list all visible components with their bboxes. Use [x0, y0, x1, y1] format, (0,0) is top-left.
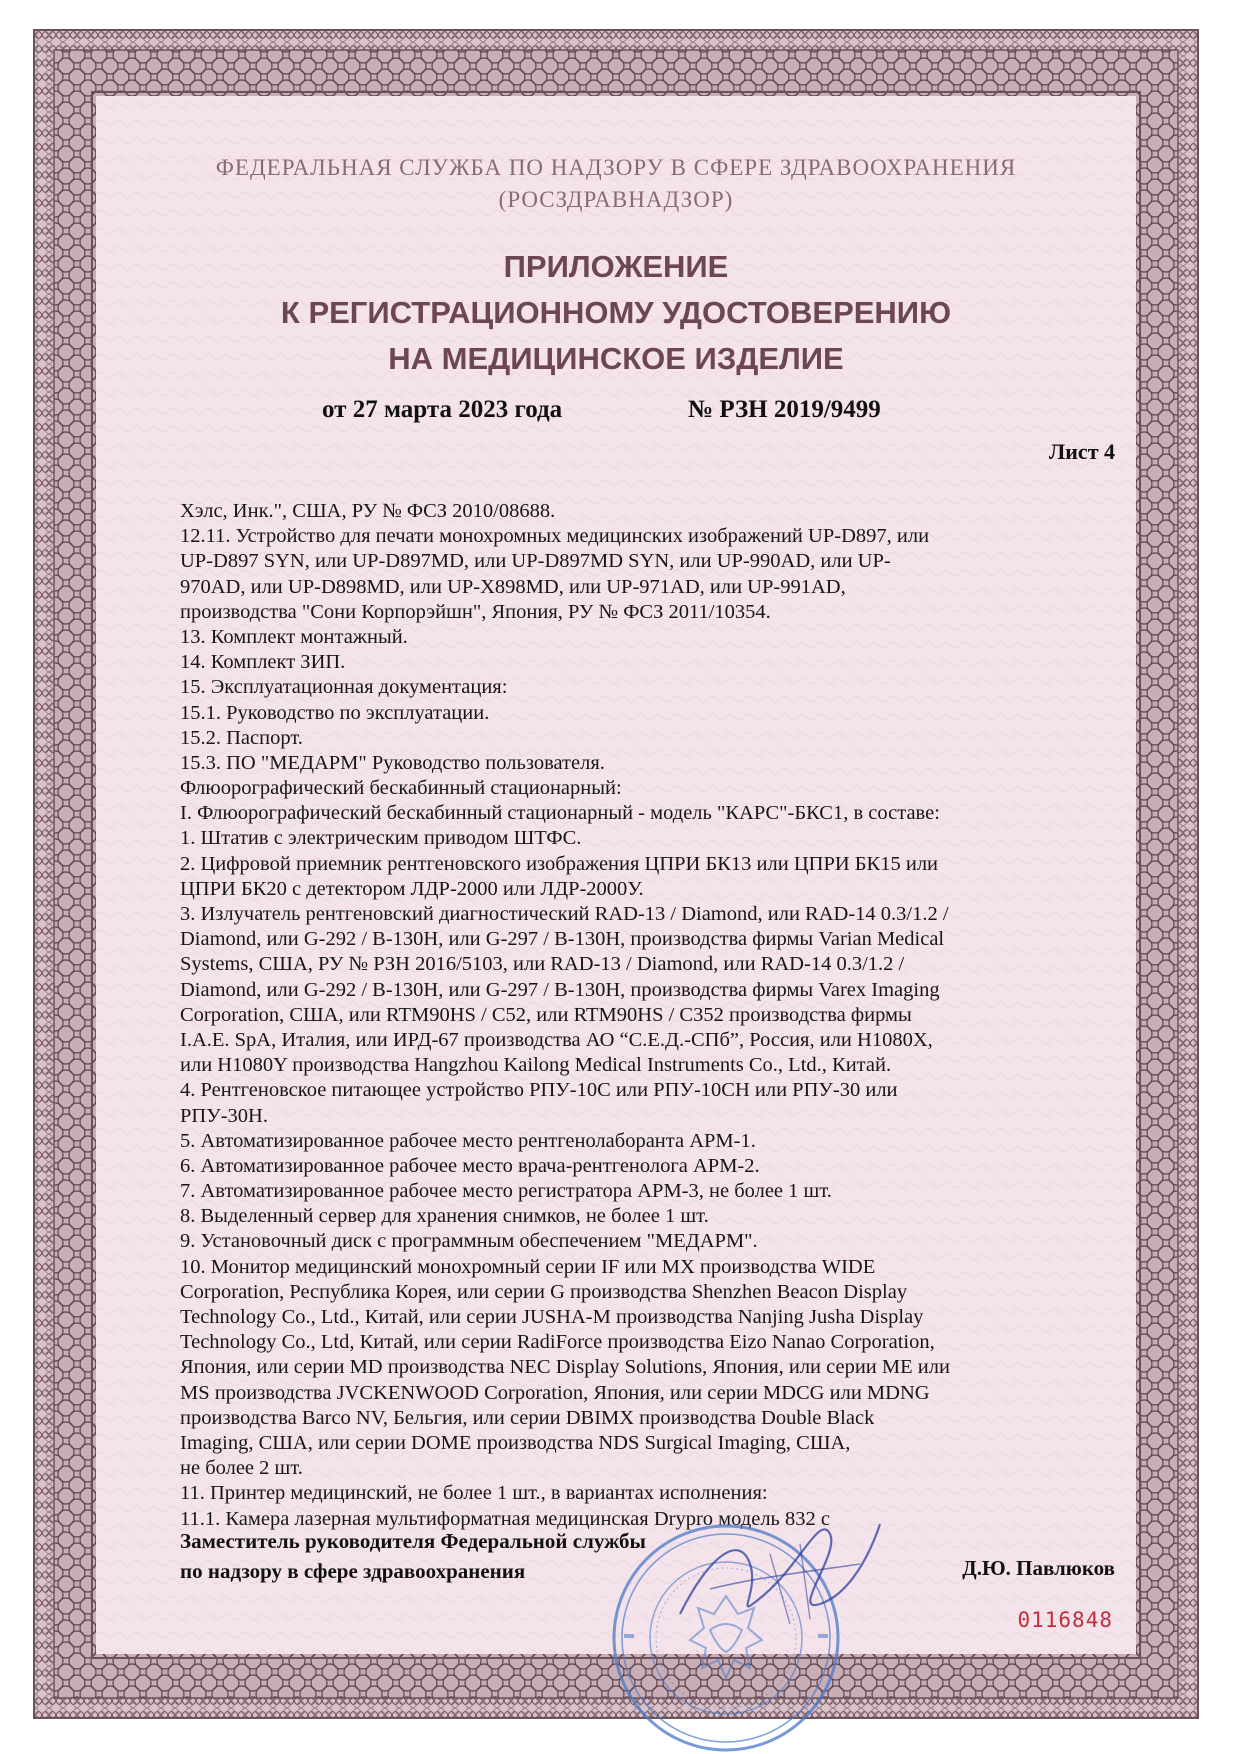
body-line: 970AD, или UP-D898MD, или UP-X898MD, или UP-971AD, или UP-991AD,	[180, 575, 846, 598]
body-line: UP-D897 SYN, или UP-D897MD, или UP-D897MD SYN, или UP-990AD, или UP-	[180, 550, 891, 573]
body-line: или H1080Y производства Hangzhou Kailong Medical Instruments Co., Ltd., Китай.	[180, 1054, 892, 1077]
body-line: 8. Выделенный сервер для хранения снимков, не более 1 шт.	[180, 1205, 709, 1228]
document-body	[180, 499, 1120, 1532]
sheet-number: Лист 4	[1048, 439, 1115, 464]
serial-number: 0116848	[1017, 1608, 1113, 1632]
body-line: MS производства JVCKENWOOD Corporation, Япония, или серии MDCG или MDNG	[180, 1381, 930, 1404]
body-line: Хэлс, Инк.", США, РУ № ФСЗ 2010/08688.	[180, 500, 556, 522]
body-line: ЦПРИ БК20 с детектором ЛДР-2000 или ЛДР-2000У.	[180, 877, 644, 900]
body-line: 11. Принтер медицинский, не более 1 шт., в вариантах исполнения:	[180, 1482, 768, 1505]
body-line: 15.1. Руководство по эксплуатации.	[180, 701, 490, 724]
body-line: 14. Комплект ЗИП.	[180, 651, 346, 674]
body-line: 3. Излучатель рентгеновский диагностический RAD-13 / Diamond, или RAD-14 0.3/1.2 /	[180, 903, 949, 925]
body-line: 6. Автоматизированное рабочее место врача-рентгенолога АРМ-2.	[180, 1154, 760, 1177]
signer-name: Д.Ю. Павлюков	[962, 1556, 1115, 1580]
registration-number: № РЗН 2019/9499	[688, 396, 881, 423]
body-line: РПУ-30Н.	[180, 1104, 268, 1127]
signatory-line-2: по надзору в сфере здравоохранения	[180, 1559, 526, 1583]
body-line: не более 2 шт.	[180, 1457, 303, 1480]
body-line: 15. Эксплуатационная документация:	[180, 676, 508, 699]
document-title	[96, 244, 1136, 382]
body-line: 9. Установочный диск с программным обеспечением "МЕДАРМ".	[180, 1230, 758, 1253]
body-line: 2. Цифровой приемник рентгеновского изображения ЦПРИ БК13 или ЦПРИ БК15 или	[180, 852, 939, 875]
body-line: I.A.E. SpA, Италия, или ИРД-67 производства АО “С.Е.Д.-СПб”, Россия, или H1080X,	[180, 1028, 933, 1051]
body-line: 11.1. Камера лазерная мультиформатная медицинская Drypro модель 832 с	[180, 1507, 831, 1530]
body-line: производства Barco NV, Бельгия, или серии DBIMX производства Double Black	[180, 1406, 875, 1429]
agency-line-2: (РОСЗДРАВНАДЗОР)	[498, 187, 734, 212]
agency-name	[96, 152, 1136, 216]
body-line: 1. Штатив с электрическим приводом ШТФС.	[180, 827, 582, 850]
body-line: Флюорографический бескабинный стационарный:	[180, 777, 622, 800]
body-line: 12.11. Устройство для печати монохромных медицинских изображений UP-D897, или	[180, 525, 930, 548]
body-line: 15.3. ПО "МЕДАРМ" Руководство пользователя.	[180, 751, 605, 774]
body-line: 5. Автоматизированное рабочее место рентгенолаборанта АРМ-1.	[180, 1129, 756, 1152]
body-line: 13. Комплект монтажный.	[180, 625, 408, 648]
body-line: Diamond, или G-292 / B-130H, или G-297 / B-130H, производства фирмы Varex Imaging	[180, 978, 940, 1001]
signatory-line-1: Заместитель руководителя Федеральной службы	[180, 1529, 646, 1553]
body-line: 7. Автоматизированное рабочее место регистратора АРМ-3, не более 1 шт.	[180, 1180, 832, 1203]
body-line: 4. Рентгеновское питающее устройство РПУ-10С или РПУ-10СН или РПУ-30 или	[180, 1079, 898, 1102]
body-line: Systems, США, РУ № РЗН 2016/5103, или RAD-13 / Diamond, или RAD-14 0.3/1.2 /	[180, 953, 905, 976]
body-line: Corporation, Республика Корея, или серии G производства Shenzhen Beacon Display	[180, 1280, 908, 1303]
body-line: Diamond, или G-292 / B-130H, или G-297 / B-130H, производства фирмы Varian Medical	[180, 928, 945, 951]
body-line: Technology Co., Ltd, Китай, или серии RadiForce производства Eizo Nanao Corporation,	[180, 1331, 935, 1354]
issue-date: от 27 марта 2023 года	[322, 396, 563, 423]
body-line: Corporation, США, или RTM90HS / C52, или RTM90HS / C352 производства фирмы	[180, 1003, 912, 1026]
body-line: Imaging, США, или серии DOME производства NDS Surgical Imaging, США,	[180, 1431, 851, 1454]
body-line: I. Флюорографический бескабинный стационарный - модель "КАРС"-БКС1, в составе:	[180, 802, 940, 825]
body-line: Technology Co., Ltd., Китай, или серии JUSHA-M производства Nanjing Jusha Display	[180, 1306, 924, 1328]
title-line-2: К РЕГИСТРАЦИОННОМУ УДОСТОВЕРЕНИЮ	[280, 295, 952, 330]
title-line-1: ПРИЛОЖЕНИЕ	[503, 249, 729, 284]
agency-line-1: ФЕДЕРАЛЬНАЯ СЛУЖБА ПО НАДЗОРУ В СФЕРЕ ЗДРАВООХРАНЕНИЯ	[215, 155, 1017, 180]
body-line: 10. Монитор медицинский монохромный серии IF или MX производства WIDE	[180, 1255, 876, 1278]
body-line: производства "Сони Корпорэйшн", Япония, РУ № ФСЗ 2011/10354.	[180, 600, 771, 623]
title-line-3: НА МЕДИЦИНСКОЕ ИЗДЕЛИЕ	[388, 341, 844, 376]
body-line: 15.2. Паспорт.	[180, 726, 303, 749]
body-line: Япония, или серии MD производства NEC Display Solutions, Япония, или серии ME или	[180, 1356, 950, 1379]
